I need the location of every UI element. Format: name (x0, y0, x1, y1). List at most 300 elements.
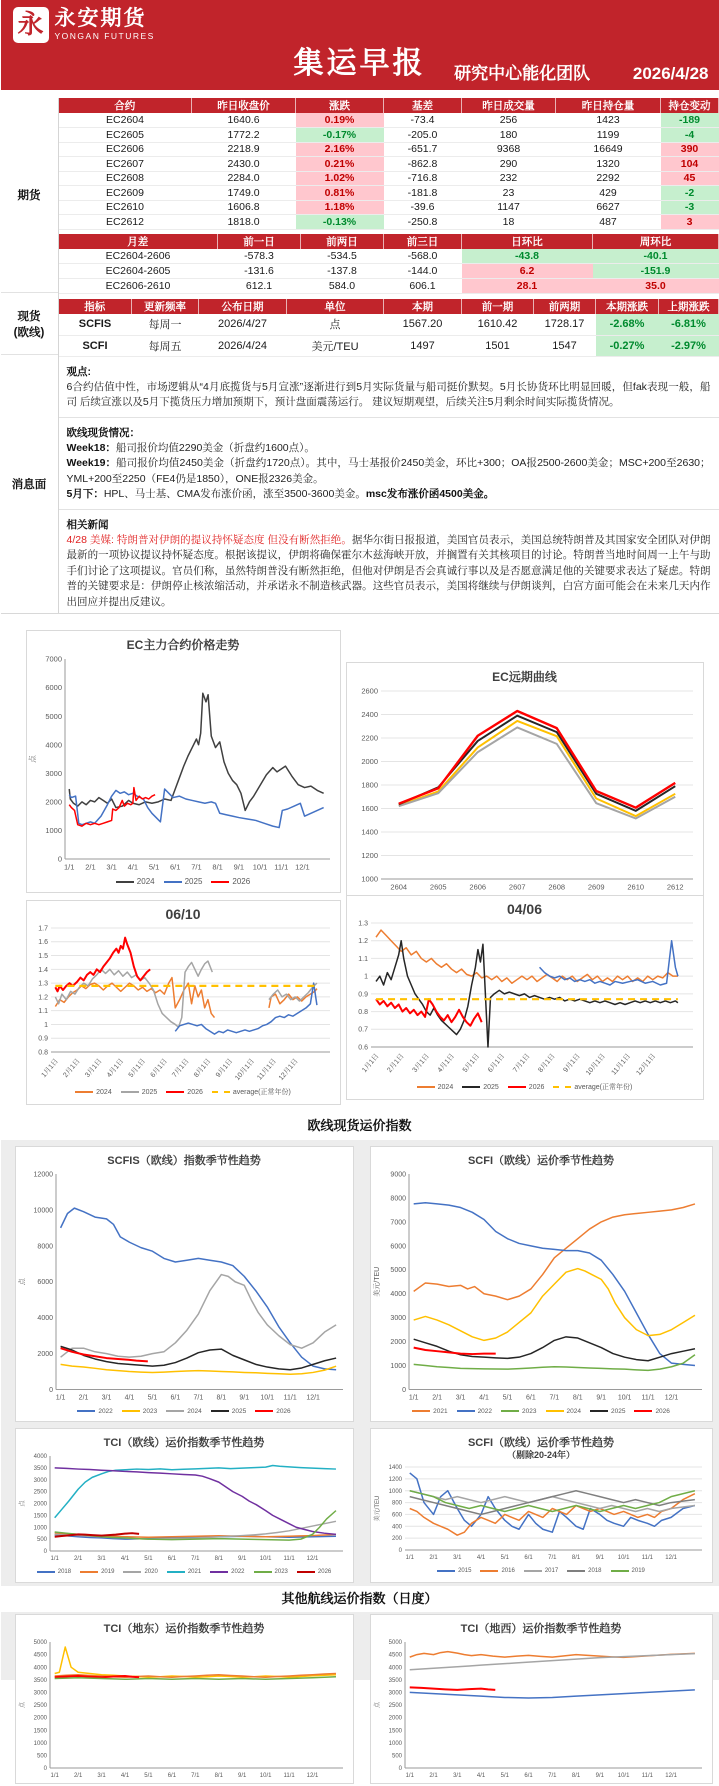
legend-label: 2020 (144, 1569, 158, 1575)
table-cell: 290 (462, 157, 556, 172)
legend-swatch (437, 1570, 455, 1572)
legend-label: 2022 (98, 1407, 113, 1415)
svg-text:1500: 1500 (33, 1728, 47, 1735)
column-header: 持仓变动 (661, 98, 719, 113)
chart-title: EC主力合约价格走势 (126, 638, 240, 652)
legend-item (37, 1569, 71, 1575)
legend-item (211, 877, 250, 886)
svg-text:3/1: 3/1 (101, 1394, 111, 1402)
table-cell: 2026/4/27 (199, 314, 287, 335)
legend-label: 2025 (610, 1407, 626, 1415)
svg-text:1.2: 1.2 (357, 938, 368, 946)
svg-text:2/1: 2/1 (431, 1394, 442, 1402)
svg-text:2/1: 2/1 (78, 1394, 88, 1402)
svg-text:12/1: 12/1 (294, 862, 310, 872)
svg-text:2500: 2500 (33, 1703, 47, 1710)
svg-text:500: 500 (36, 1753, 47, 1760)
chart-ratio-06-10 (26, 900, 341, 1105)
legend-item (462, 1084, 499, 1091)
svg-text:5000: 5000 (389, 1267, 406, 1275)
legend-label: 2024 (437, 1083, 454, 1091)
brand-text (55, 7, 155, 42)
column-header: 前一日 (218, 234, 301, 249)
table-cell: -144.0 (384, 264, 462, 279)
legend-item (524, 1568, 558, 1574)
svg-text:1.1: 1.1 (357, 955, 368, 963)
table-cell: -0.17% (296, 128, 384, 143)
table-cell: 1320 (556, 157, 661, 172)
legend-label: 2024 (566, 1407, 581, 1415)
table-row (59, 200, 719, 215)
legend-item (255, 1408, 290, 1415)
svg-text:2000: 2000 (44, 797, 62, 807)
legend-swatch (634, 1410, 652, 1412)
svg-text:11月1日: 11月1日 (255, 1057, 278, 1082)
svg-text:9/1: 9/1 (595, 1555, 604, 1561)
svg-text:10月1日: 10月1日 (233, 1057, 256, 1082)
svg-text:点: 点 (18, 1278, 26, 1286)
table-cell: EC2606 (59, 142, 192, 157)
table-cell: -578.3 (218, 249, 301, 264)
svg-text:点: 点 (19, 1500, 26, 1507)
chart-scfis-seasonal (15, 1146, 354, 1422)
column-header: 本期涨跌 (596, 299, 659, 314)
svg-text:0: 0 (43, 1549, 47, 1556)
svg-text:1.4: 1.4 (37, 966, 48, 974)
chart-canvas (27, 922, 340, 1082)
chart-legend (27, 1087, 340, 1097)
table-cell: -651.7 (384, 142, 462, 157)
svg-text:2/1: 2/1 (73, 1556, 82, 1562)
chart-canvas (371, 1461, 712, 1563)
table-cell: 390 (661, 142, 719, 157)
svg-text:500: 500 (391, 1753, 402, 1760)
svg-text:2000: 2000 (388, 1715, 402, 1722)
table-cell: 487 (556, 215, 661, 230)
legend-label: 2015 (458, 1568, 472, 1574)
legend-item (480, 1568, 514, 1574)
viewpoint-title: 观点: (66, 365, 91, 378)
svg-text:1.3: 1.3 (37, 980, 48, 988)
chart-canvas (16, 1168, 353, 1403)
svg-text:800: 800 (391, 1500, 402, 1507)
svg-text:2500: 2500 (33, 1489, 47, 1496)
table-cell: EC2604-2605 (59, 264, 218, 279)
brand-name-en: YONGAN FUTURES (54, 31, 155, 41)
table-cell: -6.81% (659, 314, 719, 335)
svg-text:11/1: 11/1 (641, 1555, 653, 1561)
legend-item (167, 1569, 201, 1575)
svg-text:1月1日: 1月1日 (40, 1057, 60, 1079)
table-cell: EC2604-2606 (59, 249, 218, 264)
table-cell: 1147 (462, 200, 556, 215)
table-row (59, 142, 719, 157)
svg-text:3000: 3000 (44, 768, 62, 778)
svg-text:1.7: 1.7 (37, 925, 48, 933)
legend-swatch (167, 1571, 185, 1573)
svg-text:3/1: 3/1 (96, 1773, 106, 1779)
legend-item (457, 1408, 492, 1415)
svg-text:11/1: 11/1 (641, 1394, 655, 1402)
svg-text:点: 点 (19, 1701, 26, 1709)
futures-table (59, 98, 719, 230)
svg-text:1: 1 (363, 973, 368, 981)
table-cell: -73.4 (384, 113, 462, 128)
legend-swatch (501, 1410, 519, 1412)
svg-text:点: 点 (374, 1701, 381, 1709)
section-label-spot: 现货 (欧线) (1, 293, 58, 355)
table-cell: -716.8 (384, 171, 462, 186)
legend-label: 2021 (433, 1407, 448, 1415)
svg-text:4月1日: 4月1日 (436, 1052, 456, 1074)
table-cell: -3 (661, 200, 719, 215)
viewpoint-text: 6合约估值中性，市场逻辑从“4月底揽货与5月宣涨”逐渐进行到5月实际货量与船司挺价默契。5月长协货环比明显回暖，但fak表现一般，船司 后续宣涨以及5月下揽货压力增加预期下，预计盘面震荡运行。 建议短期观望，后续关注5月剩余时间实际揽货情况。 (66, 380, 711, 408)
chart-title: SCFIS（欧线）指数季节性趋势 (107, 1155, 261, 1167)
spot-situation-block (59, 417, 719, 509)
table-cell: 28.1 (462, 279, 593, 294)
svg-text:0.8: 0.8 (37, 1049, 48, 1057)
section-label-futures: 期货 (1, 98, 58, 293)
legend-swatch (211, 881, 229, 883)
svg-text:1000: 1000 (33, 1740, 47, 1747)
svg-text:6/1: 6/1 (170, 1394, 180, 1402)
svg-text:1/1: 1/1 (408, 1394, 419, 1402)
table-cell: SCFIS (59, 314, 132, 335)
table-cell: 3 (661, 215, 719, 230)
report-header (1, 0, 719, 90)
column-header: 前两期 (534, 299, 596, 314)
table-cell: 1.02% (296, 171, 384, 186)
table-cell: -568.0 (384, 249, 462, 264)
table-cell: 612.1 (218, 279, 301, 294)
spot-table (59, 299, 719, 357)
svg-text:5/1: 5/1 (147, 1394, 157, 1402)
svg-text:3500: 3500 (33, 1465, 47, 1472)
svg-text:7/1: 7/1 (547, 1555, 556, 1561)
svg-text:6月1日: 6月1日 (149, 1057, 169, 1079)
table-cell: 2218.9 (192, 142, 296, 157)
chart-legend (16, 1408, 353, 1415)
svg-text:6/1: 6/1 (167, 1556, 176, 1562)
svg-text:3000: 3000 (388, 1690, 402, 1697)
svg-text:2000: 2000 (33, 1501, 47, 1508)
legend-swatch (211, 1410, 229, 1412)
column-header: 涨跌 (296, 98, 384, 113)
svg-text:4000: 4000 (389, 1291, 406, 1299)
table-cell: 1501 (462, 335, 534, 356)
svg-text:2000: 2000 (36, 1351, 53, 1359)
table-row (59, 314, 719, 335)
spot-index-heading: 欧线现货运价指数 (1, 1112, 719, 1140)
svg-text:3/1: 3/1 (105, 862, 117, 872)
svg-text:10/1: 10/1 (259, 1773, 271, 1779)
svg-text:2月1日: 2月1日 (61, 1057, 82, 1079)
table-cell: 1772.2 (192, 128, 296, 143)
column-header: 月差 (59, 234, 218, 249)
late-may-line: 5月下：HPL、马士基、CMA发布涨价函，涨至3500-3600美金。msc发布涨价函4500美金。 (66, 488, 495, 500)
legend-item (297, 1569, 331, 1575)
week19-line: Week19：船司报价均值2450美金（折盘约1720点）。其中，马士基报价2450美金，环比+300；OA报2500-2600美金；MSC+200至2630； YML+200至2250（FE4仍是1850），ONE报2326美金。 (66, 457, 711, 485)
svg-text:8000: 8000 (36, 1243, 53, 1251)
legend-swatch (480, 1570, 498, 1572)
svg-text:1000: 1000 (388, 1488, 402, 1495)
legend-item (412, 1408, 447, 1415)
brand-name-cn: 永安期货 (54, 7, 147, 30)
legend-swatch (121, 1091, 139, 1093)
table-cell: -205.0 (384, 128, 462, 143)
related-news-title: 相关新闻 (66, 518, 109, 531)
svg-text:400: 400 (391, 1524, 402, 1531)
chart-scfi-seasonal-ex-20-24 (370, 1428, 713, 1583)
chart-title: EC远期曲线 (492, 670, 557, 684)
table-cell: EC2610 (59, 200, 192, 215)
legend-item (634, 1408, 669, 1415)
chart-tci-europe-seasonal (15, 1428, 354, 1583)
chart-canvas (347, 685, 703, 892)
svg-text:11月1日: 11月1日 (610, 1052, 632, 1077)
svg-text:3500: 3500 (33, 1677, 47, 1684)
legend-label: 2022 (231, 1569, 245, 1575)
svg-text:1400: 1400 (388, 1465, 402, 1472)
legend-swatch (122, 1410, 140, 1412)
svg-text:10/1: 10/1 (259, 1556, 271, 1562)
table-cell: 1610.42 (462, 314, 534, 335)
svg-text:0.9: 0.9 (357, 991, 368, 999)
table-cell: 104 (661, 157, 719, 172)
table-row (59, 279, 719, 294)
column-header: 昨日持仓量 (556, 98, 661, 113)
svg-text:12/1: 12/1 (306, 1773, 318, 1779)
legend-swatch (553, 1086, 571, 1088)
legend-label: 2018 (57, 1569, 72, 1575)
column-header: 日环比 (462, 234, 593, 249)
svg-text:8/1: 8/1 (214, 1773, 223, 1779)
table-row (59, 128, 719, 143)
svg-text:2000: 2000 (33, 1715, 47, 1722)
legend-item (166, 1089, 203, 1096)
legend-item (121, 1089, 158, 1096)
table-cell: 1606.8 (192, 200, 296, 215)
table-cell: 23 (462, 186, 556, 201)
legend-swatch (77, 1410, 95, 1412)
chart-ec-main-price-trend (26, 630, 341, 893)
table-cell: EC2612 (59, 215, 192, 230)
legend-swatch (123, 1571, 141, 1573)
table-cell: EC2606-2610 (59, 279, 218, 294)
svg-text:4/1: 4/1 (127, 862, 138, 872)
svg-text:2607: 2607 (508, 882, 526, 892)
svg-text:8/1: 8/1 (211, 862, 223, 872)
table-cell: -4 (661, 128, 719, 143)
svg-text:6000: 6000 (44, 683, 62, 693)
svg-text:1000: 1000 (388, 1740, 402, 1747)
table-cell: 1640.6 (192, 113, 296, 128)
chart-canvas (27, 653, 340, 872)
svg-text:7/1: 7/1 (190, 1556, 199, 1562)
legend-item (553, 1082, 632, 1092)
legend-label: average(正常年份) (232, 1089, 291, 1096)
chart-title: TCI（地东）运价指数季节性趋势 (103, 1623, 265, 1635)
legend-swatch (457, 1410, 475, 1412)
report-date: 2026/4/28 (632, 64, 709, 83)
table-cell: -137.8 (301, 264, 384, 279)
svg-text:4000: 4000 (36, 1315, 53, 1323)
svg-text:美元/TEU: 美元/TEU (374, 1495, 381, 1522)
svg-text:2500: 2500 (388, 1703, 402, 1710)
column-header: 更新频率 (132, 299, 199, 314)
svg-text:5000: 5000 (388, 1640, 402, 1647)
column-header: 周环比 (593, 234, 719, 249)
svg-text:3/1: 3/1 (452, 1555, 461, 1561)
svg-text:2000: 2000 (389, 1339, 406, 1347)
legend-label: average(正常年份) (574, 1084, 633, 1091)
svg-text:1000: 1000 (360, 874, 378, 884)
svg-text:0.7: 0.7 (357, 1026, 368, 1034)
svg-text:7/1: 7/1 (547, 1773, 556, 1779)
chart-canvas (371, 1168, 712, 1403)
chart-canvas (16, 1450, 353, 1564)
svg-text:9000: 9000 (389, 1171, 406, 1179)
table-cell: 1728.17 (534, 314, 596, 335)
column-header: 昨日收盘价 (192, 98, 296, 113)
table-cell: 606.1 (384, 279, 462, 294)
legend-item (546, 1408, 581, 1415)
table-cell: -862.8 (384, 157, 462, 172)
svg-text:2604: 2604 (389, 882, 407, 892)
legend-label: 2026 (317, 1569, 332, 1575)
legend-label: 2016 (501, 1568, 515, 1574)
legend-swatch (297, 1571, 315, 1573)
table-row (59, 113, 719, 128)
legend-label: 2025 (483, 1083, 499, 1091)
svg-text:4500: 4500 (388, 1652, 402, 1659)
svg-text:0: 0 (57, 854, 62, 864)
legend-label: 2018 (588, 1568, 602, 1574)
table-cell: 232 (462, 171, 556, 186)
svg-text:12/1: 12/1 (305, 1394, 320, 1402)
viewpoint-block (59, 357, 719, 417)
legend-item (166, 1408, 201, 1415)
logo-glyph: 永 (17, 10, 44, 39)
legend-swatch (255, 1410, 273, 1412)
month-spread-table (59, 234, 719, 295)
column-header: 合约 (59, 98, 192, 113)
table-cell: 每周五 (132, 335, 199, 356)
table-cell: 45 (661, 171, 719, 186)
legend-item (164, 877, 203, 886)
svg-text:1月1日: 1月1日 (360, 1052, 381, 1074)
svg-text:3/1: 3/1 (455, 1394, 465, 1402)
svg-text:1/1: 1/1 (50, 1556, 59, 1562)
chart-legend (347, 1082, 703, 1092)
table-cell: -0.27% (596, 335, 659, 356)
svg-text:10/1: 10/1 (617, 1773, 629, 1779)
svg-text:3/1: 3/1 (452, 1773, 461, 1779)
table-cell: EC2607 (59, 157, 192, 172)
table-cell: 1567.20 (384, 314, 462, 335)
page-title: 集运早报 (293, 47, 426, 80)
table-cell: 1.18% (296, 200, 384, 215)
table-cell: 2026/4/24 (199, 335, 287, 356)
table-cell: 1497 (384, 335, 462, 356)
svg-text:4/1: 4/1 (120, 1556, 129, 1562)
svg-text:9/1: 9/1 (238, 1394, 249, 1402)
svg-text:8000: 8000 (389, 1195, 406, 1203)
svg-text:1/1: 1/1 (50, 1773, 59, 1779)
legend-label: 2024 (96, 1088, 112, 1096)
svg-text:2200: 2200 (360, 733, 378, 743)
svg-text:1/1: 1/1 (405, 1773, 414, 1779)
svg-text:2609: 2609 (587, 882, 605, 892)
other-index-heading: 其他航线运价指数（日度） (1, 1586, 719, 1612)
table-cell: 0.81% (296, 186, 384, 201)
svg-text:2400: 2400 (360, 710, 378, 720)
legend-swatch (546, 1410, 564, 1412)
svg-text:4000: 4000 (44, 740, 62, 750)
svg-text:5/1: 5/1 (148, 862, 159, 872)
svg-text:200: 200 (391, 1536, 402, 1543)
team-name: 研究中心能化团队 (454, 64, 591, 83)
svg-text:12/1: 12/1 (664, 1555, 677, 1561)
table-cell: 35.0 (593, 279, 719, 294)
legend-label: 2021 (187, 1569, 202, 1575)
report-page (1, 0, 719, 1779)
svg-text:5/1: 5/1 (502, 1394, 512, 1402)
svg-text:7000: 7000 (44, 654, 62, 664)
table-content-column (59, 98, 719, 613)
svg-text:2000: 2000 (360, 757, 378, 767)
svg-text:3月1日: 3月1日 (83, 1057, 103, 1079)
column-header: 昨日成交量 (462, 98, 556, 113)
table-cell: -181.8 (384, 186, 462, 201)
chart-legend (371, 1568, 712, 1574)
table-cell: 美元/TEU (287, 335, 384, 356)
legend-swatch (524, 1570, 542, 1572)
table-cell: 9368 (462, 142, 556, 157)
spot-situation-title: 欧线现货情况： (66, 426, 140, 439)
svg-text:3500: 3500 (388, 1677, 402, 1684)
table-row (59, 186, 719, 201)
legend-label: 2025 (184, 877, 203, 886)
svg-text:10/1: 10/1 (252, 862, 267, 872)
svg-text:1500: 1500 (33, 1513, 47, 1520)
column-header: 公布日期 (199, 299, 287, 314)
column-header: 指标 (59, 299, 132, 314)
legend-label: 2023 (142, 1407, 158, 1415)
svg-text:8/1: 8/1 (572, 1394, 583, 1402)
legend-swatch (462, 1086, 480, 1088)
table-cell: -39.6 (384, 200, 462, 215)
legend-label: 2025 (231, 1407, 247, 1415)
chart-tci-east-med-seasonal (15, 1614, 354, 1784)
svg-text:2605: 2605 (429, 882, 447, 892)
legend-item (254, 1569, 288, 1575)
svg-text:2610: 2610 (626, 882, 644, 892)
table-cell: 256 (462, 113, 556, 128)
svg-text:2/1: 2/1 (428, 1773, 438, 1779)
svg-text:5月1日: 5月1日 (461, 1052, 481, 1074)
svg-text:1000: 1000 (44, 826, 62, 836)
legend-label: 2022 (477, 1407, 493, 1415)
column-header: 前两日 (301, 234, 384, 249)
svg-text:7月1日: 7月1日 (170, 1057, 191, 1079)
legend-item (210, 1569, 244, 1575)
related-news-block (59, 509, 719, 617)
news-section (59, 357, 719, 617)
svg-text:2/1: 2/1 (84, 862, 96, 872)
svg-text:12月1日: 12月1日 (634, 1052, 657, 1077)
svg-text:2月1日: 2月1日 (385, 1052, 406, 1074)
